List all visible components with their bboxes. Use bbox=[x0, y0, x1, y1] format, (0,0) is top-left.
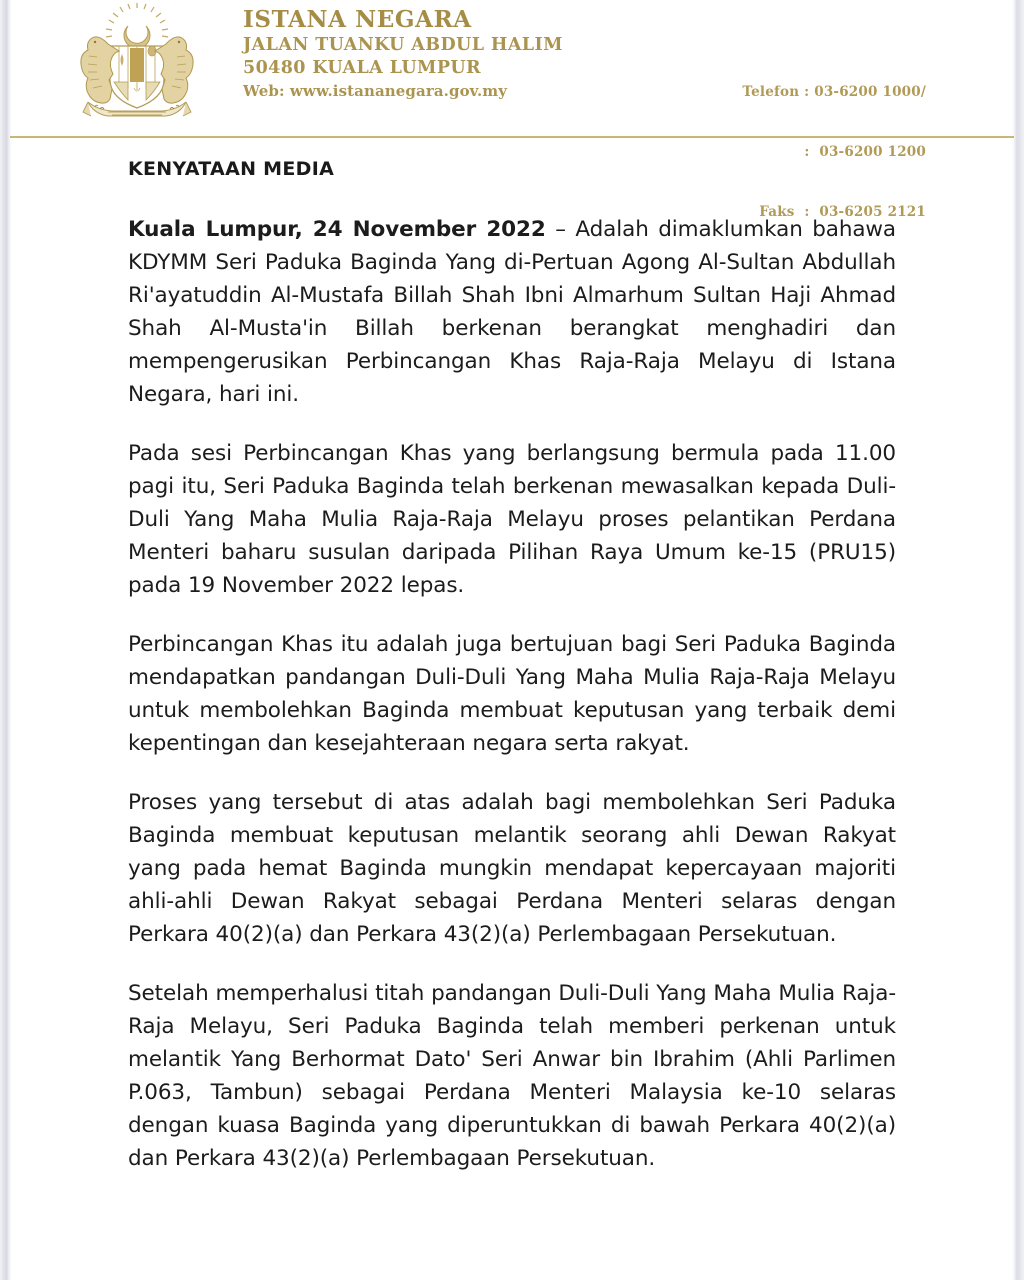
letterhead-divider bbox=[10, 136, 1014, 138]
fax-line: Faks : 03-6205 2121 bbox=[759, 204, 926, 220]
document-body bbox=[128, 158, 896, 1175]
org-name: ISTANA NEGARA bbox=[243, 6, 472, 33]
page-right-edge bbox=[1012, 0, 1024, 1280]
org-street: JALAN TUANKU ABDUL HALIM bbox=[243, 35, 563, 55]
paragraph-3: Perbincangan Khas itu adalah juga bertujuan bagi Seri Paduka Baginda mendapatkan pandangan Duli-Duli Yang Maha Mulia Raja-Raja Melayu untuk membolehkan Baginda membuat keputusan yang terbaik demi kepentingan dan kesejahteraan negara serta rakyat. bbox=[128, 632, 896, 756]
malaysia-coat-of-arms-icon bbox=[62, 2, 212, 126]
dateline: Kuala Lumpur, 24 November 2022 bbox=[128, 217, 546, 242]
paragraph-2: Pada sesi Perbincangan Khas yang berlangsung bermula pada 11.00 pagi itu, Seri Paduka Baginda telah berkenan mewasalkan kepada Duli-Duli Yang Maha Mulia Raja-Raja Melayu proses pelantikan Perdana Menteri baharu susulan daripada Pilihan Raya Umum ke-15 (PRU15) pada 19 November 2022 lepas. bbox=[128, 441, 896, 598]
paragraph-4: Proses yang tersebut di atas adalah bagi membolehkan Seri Paduka Baginda membuat keputusan melantik seorang ahli Dewan Rakyat yang pada hemat Baginda mungkin mendapat kepercayaan majoriti ahli-ahli Dewan Rakyat sebagai Perdana Menteri selaras dengan Perkara 40(2)(a) dan Perkara 43(2)(a) Perlembagaan Persekutuan. bbox=[128, 790, 896, 947]
org-website: Web: www.istananegara.gov.my bbox=[243, 82, 508, 100]
paragraph-1-text: – Adalah dimaklumkan bahawa KDYMM Seri Paduka Baginda Yang di-Pertuan Agong Al-Sultan Abdullah Ri'ayatuddin Al-Mustafa Billah Shah Ibni Almarhum Sultan Haji Ahmad Shah Al-Musta'in Billah berkenan berangkat menghadiri dan mempengerusikan Perbincangan Khas Raja-Raja Melayu di Istana Negara, hari ini. bbox=[128, 217, 896, 407]
page-left-edge bbox=[0, 0, 12, 1280]
letterhead-address-block bbox=[243, 6, 563, 103]
paragraph-1 bbox=[128, 213, 896, 411]
phone-line-1: Telefon : 03-6200 1000/ bbox=[742, 84, 926, 100]
paragraph-5: Setelah memperhalusi titah pandangan Duli-Duli Yang Maha Mulia Raja-Raja Melayu, Seri Paduka Baginda telah memberi perkenan untuk melantik Yang Berhormat Dato' Seri Anwar bin Ibrahim (Ahli Parlimen P.063, Tambun) sebagai Perdana Menteri Malaysia ke-10 selaras dengan kuasa Baginda yang diperuntukkan di bawah Perkara 40(2)(a) dan Perkara 43(2)(a) Perlembagaan Persekutuan. bbox=[128, 981, 896, 1171]
phone-line-2: : 03-6200 1200 bbox=[804, 144, 926, 160]
page-title: KENYATAAN MEDIA bbox=[128, 158, 335, 180]
org-postcode-city: 50480 KUALA LUMPUR bbox=[243, 58, 481, 78]
